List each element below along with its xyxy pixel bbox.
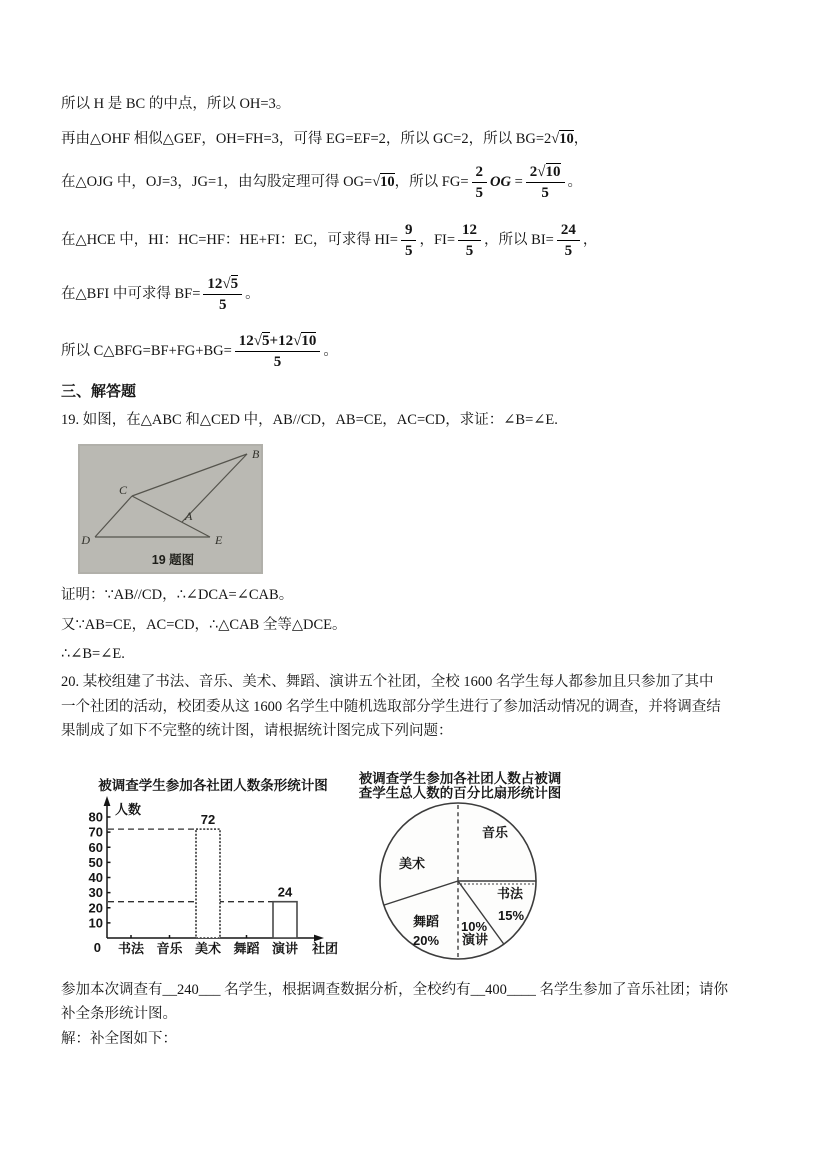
y-axis-label: 人数 — [115, 802, 142, 817]
bar — [196, 829, 220, 938]
answer-line: 参加本次调查有__240___ 名学生，根据调查数据分析，全校约有__400____ 名学生参加了音乐社团；请你 — [61, 982, 728, 998]
pie-chart — [350, 764, 620, 969]
proof-line: 又∵AB=CE，AC=CD，∴△CAB 全等△DCE。 — [61, 617, 347, 633]
question-19-text: 19. 如图，在△ABC 和△CED 中，AB//CD，AB=CE，AC=CD，求证：∠B=∠E. — [61, 412, 558, 428]
bar-category-label: 美术 — [194, 941, 222, 956]
question-20-text: 果制成了如下不完整的统计图，请根据统计图完成下列问题： — [61, 723, 453, 739]
pie-chart-title: 查学生总人数的百分比扇形统计图 — [358, 785, 562, 801]
proof-line: 证明：∵AB//CD，∴∠DCA=∠CAB。 — [61, 587, 294, 603]
figure-point-label: E — [215, 533, 223, 547]
x-axis-label: 社团 — [311, 941, 339, 956]
proof-line: ∴∠B=∠E. — [61, 646, 125, 662]
bar — [273, 902, 297, 938]
pie-slice-label: 15% — [497, 908, 525, 923]
pie-slice-label: 10% — [460, 919, 488, 934]
y-tick-label: 0 — [93, 940, 101, 955]
pie-slice-label: 音乐 — [481, 825, 509, 840]
figure-point-label: A — [185, 509, 193, 523]
bar-chart-title: 被调查学生参加各社团人数条形统计图 — [98, 778, 328, 793]
question-20-text: 一个社团的活动，校团委从这 1600 名学生中随机选取部分学生进行了参加活动情况的调查，并将调查结 — [61, 699, 721, 715]
math-line: 再由△OHF 相似△GEF，OH=FH=3，可得 EG=EF=2，所以 GC=2，所以 BG=2√10， — [61, 131, 589, 147]
fraction: $\frac{24}{5}$ — [557, 221, 580, 260]
y-tick-label: 10 — [88, 915, 103, 931]
question-20-text: 20. 某校组建了书法、音乐、美术、舞蹈、演讲五个社团，全校 1600 名学生每人都参加且只参加了其中 — [61, 674, 714, 690]
fraction: $\frac{9}{5}$ — [401, 221, 417, 260]
fraction: $\frac{2√10}{5}$ — [526, 163, 565, 202]
section-heading: 三、解答题 — [61, 384, 137, 400]
pie-slice-label: 舞蹈 — [412, 914, 440, 929]
pie-slice-label: 书法 — [496, 886, 524, 901]
math-line: 所以 C△BFG=BF+FG+BG= $\frac{12√5+12√10}{5}$ 。 — [61, 333, 338, 370]
math-line: 在△HCE 中，HI：HC=HF：HE+FI：EC，可求得 HI= $\frac{9}{5}$ ，FI= $\frac{12}{5}$ ，所以 BI= $\frac{24}{5}$ ， — [61, 222, 598, 259]
y-tick-label: 60 — [88, 839, 103, 855]
sqrt: √10 — [293, 333, 317, 349]
fraction: $\frac{12√5+12√10}{5}$ — [235, 332, 321, 371]
bar-category-label: 演讲 — [271, 941, 299, 956]
figure-point-label: C — [118, 483, 127, 497]
sqrt: √10 — [551, 131, 574, 147]
figure-point-label: B — [252, 447, 260, 461]
bar-category-label: 舞蹈 — [233, 941, 260, 956]
solve-line: 解：补全图如下： — [61, 1031, 177, 1047]
y-tick-label: 80 — [88, 809, 103, 825]
pie-slice-label: 20% — [412, 933, 440, 948]
bar-value-label: 72 — [200, 812, 216, 828]
bar-category-label: 书法 — [117, 941, 145, 956]
y-tick-label: 20 — [88, 900, 103, 916]
figure-point-label: D — [81, 533, 90, 547]
figure-caption: 19 题图 — [151, 553, 195, 567]
pie-slice-label: 美术 — [398, 856, 426, 871]
math-line: 在△BFI 中可求得 BF= $\frac{12√5}{5}$ 。 — [61, 276, 260, 313]
fraction: $\frac{12}{5}$ — [458, 221, 481, 260]
math-line: 在△OJG 中，OJ=3，JG=1，由勾股定理可得 OG=√10，所以 FG= $\frac{2}{5}$ OG = $\frac{2√10}{5}$ 。 — [61, 164, 583, 201]
bar-value-label: 24 — [277, 884, 293, 900]
fraction: $\frac{2}{5}$ — [472, 163, 488, 202]
sqrt: √10 — [372, 173, 395, 190]
y-tick-label: 70 — [88, 824, 103, 840]
fraction: $\frac{12√5}{5}$ — [203, 275, 242, 314]
y-tick-label: 40 — [88, 870, 103, 885]
pie-slice-label: 演讲 — [461, 932, 489, 947]
bar-category-label: 音乐 — [156, 941, 183, 956]
pie-chart-title: 被调查学生参加各社团人数占被调 — [358, 771, 562, 786]
sqrt: √5 — [253, 333, 270, 349]
bar-chart — [85, 765, 350, 970]
geometry-figure-19 — [78, 444, 263, 574]
sqrt: √10 — [537, 164, 561, 180]
y-tick-label: 50 — [88, 854, 103, 870]
math-line: 所以 H 是 BC 的中点，所以 OH=3。 — [61, 96, 291, 112]
y-tick-label: 30 — [88, 885, 103, 901]
y-axis-arrow — [104, 796, 111, 806]
answer-line: 补全条形统计图。 — [61, 1006, 177, 1022]
sqrt: √5 — [222, 276, 239, 292]
